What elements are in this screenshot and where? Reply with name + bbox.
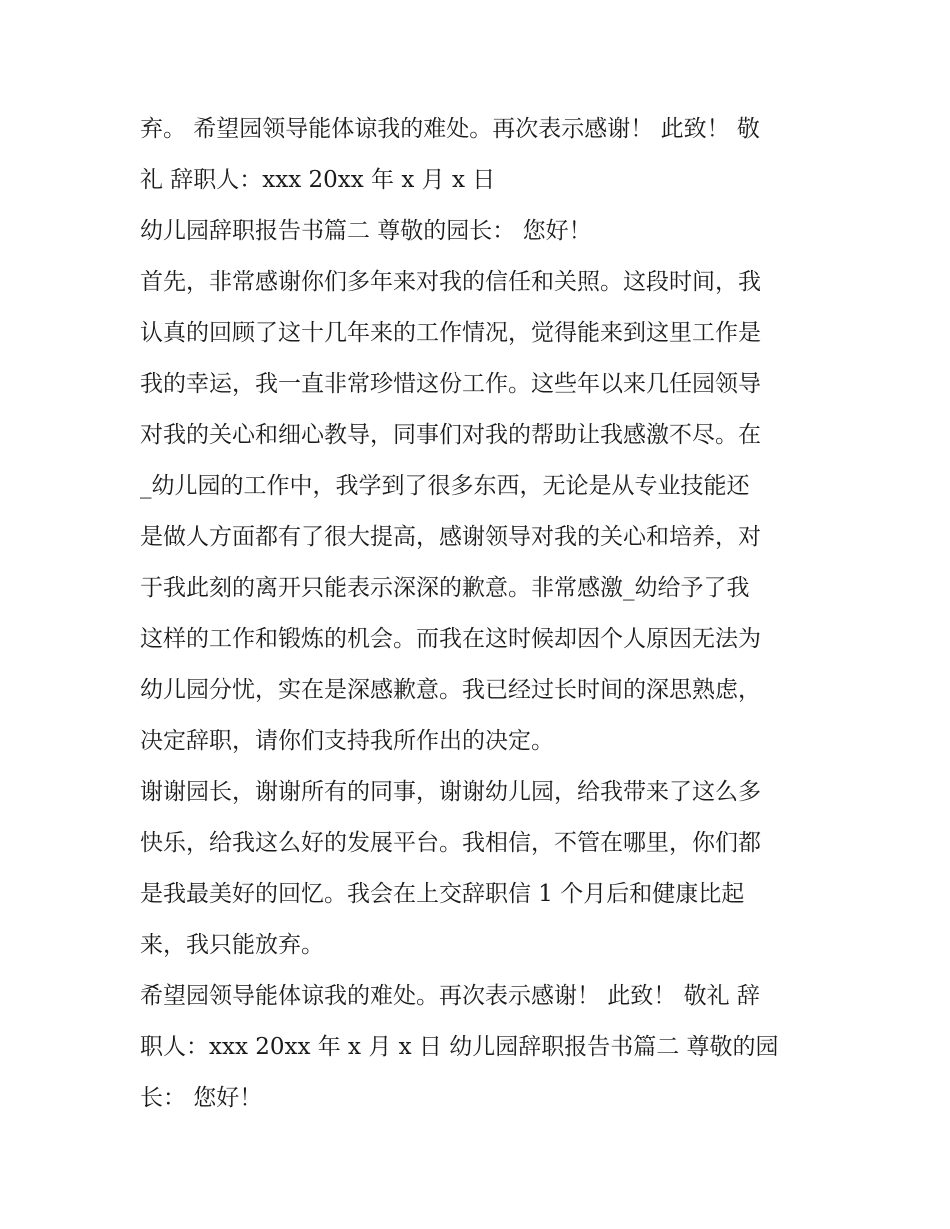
text-line: 决定辞职，请你们支持我所作出的决定。 [140, 728, 554, 754]
text-line: 首先，非常感谢你们多年来对我的信任和关照。这段时间，我 [140, 269, 761, 295]
text-line: 希望园领导能体谅我的难处。再次表示感谢！ 此致！ 敬礼 辞 [140, 983, 760, 1009]
text-line: 是做人方面都有了很大提高，感谢领导对我的关心和培养，对 [140, 524, 761, 550]
text-line: 来，我只能放弃。 [140, 932, 324, 958]
text-line: 认真的回顾了这十几年来的工作情况，觉得能来到这里工作是 [140, 320, 761, 346]
text-line: _幼儿园的工作中，我学到了很多东西，无论是从专业技能还 [140, 473, 750, 499]
text-line: 长： 您好！ [140, 1085, 263, 1111]
text-line: 快乐，给我这么好的发展平台。我相信，不管在哪里，你们都 [140, 830, 761, 856]
text-line: 幼儿园分忧，实在是深感歉意。我已经过长时间的深思熟虑， [140, 677, 761, 703]
text-line: 于我此刻的离开只能表示深深的歉意。非常感激_幼给予了我 [140, 575, 750, 601]
text-line: 是我最美好的回忆。我会在上交辞职信 1 个月后和健康比起 [140, 881, 745, 907]
text-line: 职人：xxx 20xx 年 x 月 x 日 幼儿园辞职报告书篇二 尊敬的园 [140, 1034, 779, 1060]
text-line: 这样的工作和锻炼的机会。而我在这时候却因个人原因无法为 [140, 626, 761, 652]
text-line: 我的幸运，我一直非常珍惜这份工作。这些年以来几任园领导 [140, 371, 761, 397]
text-line: 礼 辞职人：xxx 20xx 年 x 月 x 日 [140, 167, 496, 193]
text-line: 弃。 希望园领导能体谅我的难处。再次表示感谢！ 此致！ 敬 [140, 116, 760, 142]
text-line: 幼儿园辞职报告书篇二 尊敬的园长： 您好！ [140, 218, 592, 244]
text-line: 谢谢园长，谢谢所有的同事，谢谢幼儿园，给我带来了这么多 [140, 779, 761, 805]
text-line: 对我的关心和细心教导，同事们对我的帮助让我感激不尽。在 [140, 422, 761, 448]
